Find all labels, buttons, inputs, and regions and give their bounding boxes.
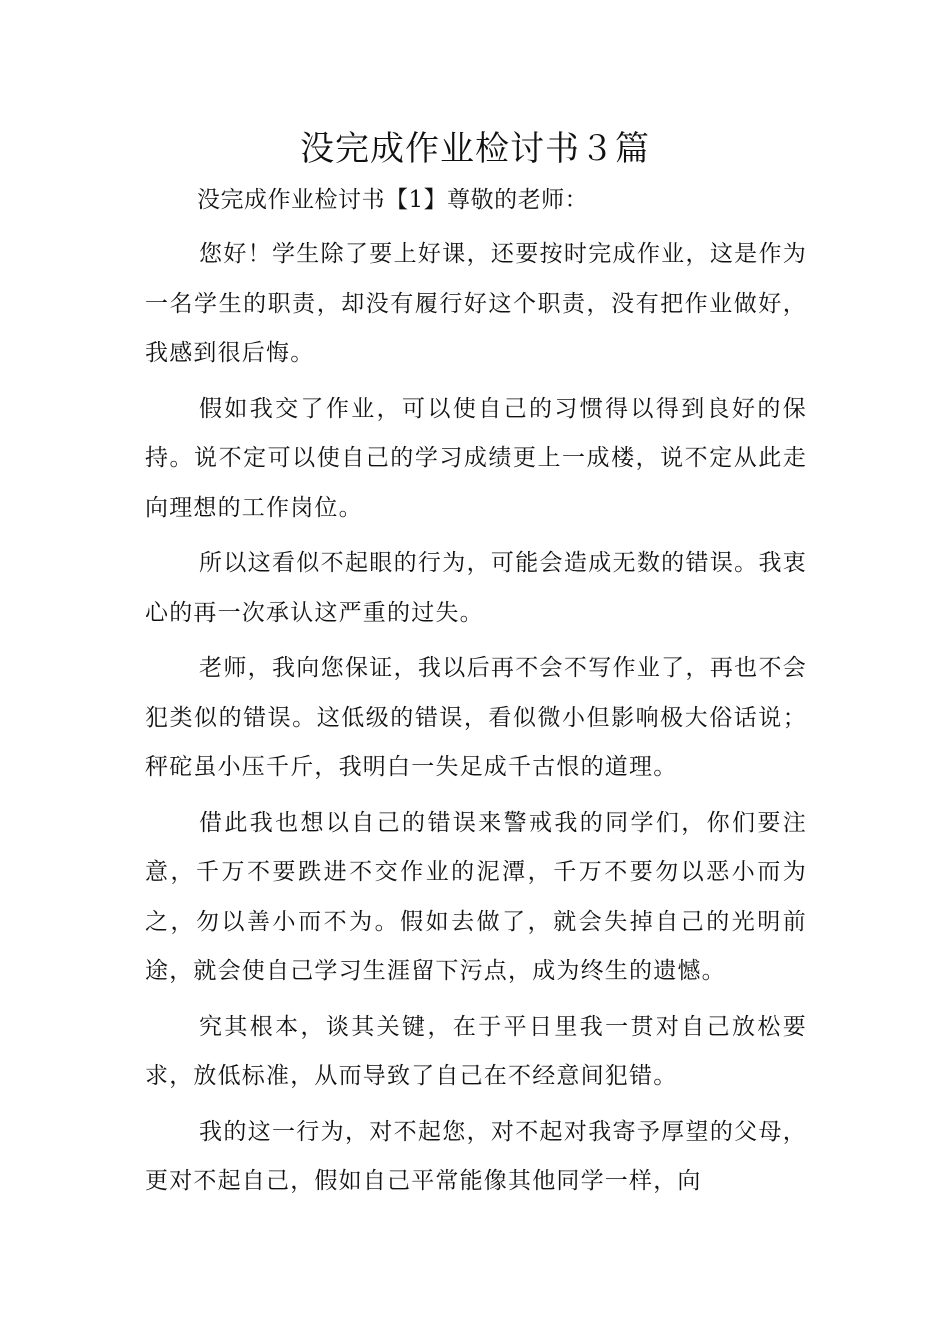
document-subheading: 没完成作业检讨书【1】尊敬的老师： — [197, 187, 589, 213]
paragraph-1: 您好！学生除了要上好课，还要按时完成作业，这是作为一名学生的职责，却没有履行好这个职责，没有把作业做好，我感到很后悔。 — [145, 241, 807, 366]
document-title: 没完成作业检讨书３篇 — [300, 129, 650, 169]
paragraph-6: 究其根本，谈其关键，在于平日里我一贯对自己放松要求，放低标准，从而导致了自己在不经意间犯错。 — [145, 1013, 807, 1089]
paragraph-2: 假如我交了作业，可以使自己的习惯得以得到良好的保持。说不定可以使自己的学习成绩更上一成楼，说不定从此走向理想的工作岗位。 — [145, 395, 807, 521]
document-body — [145, 178, 807, 1213]
paragraph-3: 所以这看似不起眼的行为，可能会造成无数的错误。我衷心的再一次承认这严重的过失。 — [145, 550, 807, 626]
paragraph-7: 我的这一行为，对不起您，对不起对我寄予厚望的父母，更对不起自己，假如自己平常能像其他同学一样，向 — [145, 1118, 807, 1194]
paragraph-4: 老师，我向您保证，我以后再不会不写作业了，再也不会犯类似的错误。这低级的错误，看似微小但影响极大俗话说；秤砣虽小压千斤，我明白一失足成千古恨的道理。 — [145, 655, 807, 780]
paragraph-5: 借此我也想以自己的错误来警戒我的同学们，你们要注意，千万不要跌进不交作业的泥潭，千万不要勿以恶小而为之，勿以善小而不为。假如去做了，就会失掉自己的光明前途，就会使自己学习生涯留下污点，成为终生的遗憾。 — [145, 809, 807, 984]
